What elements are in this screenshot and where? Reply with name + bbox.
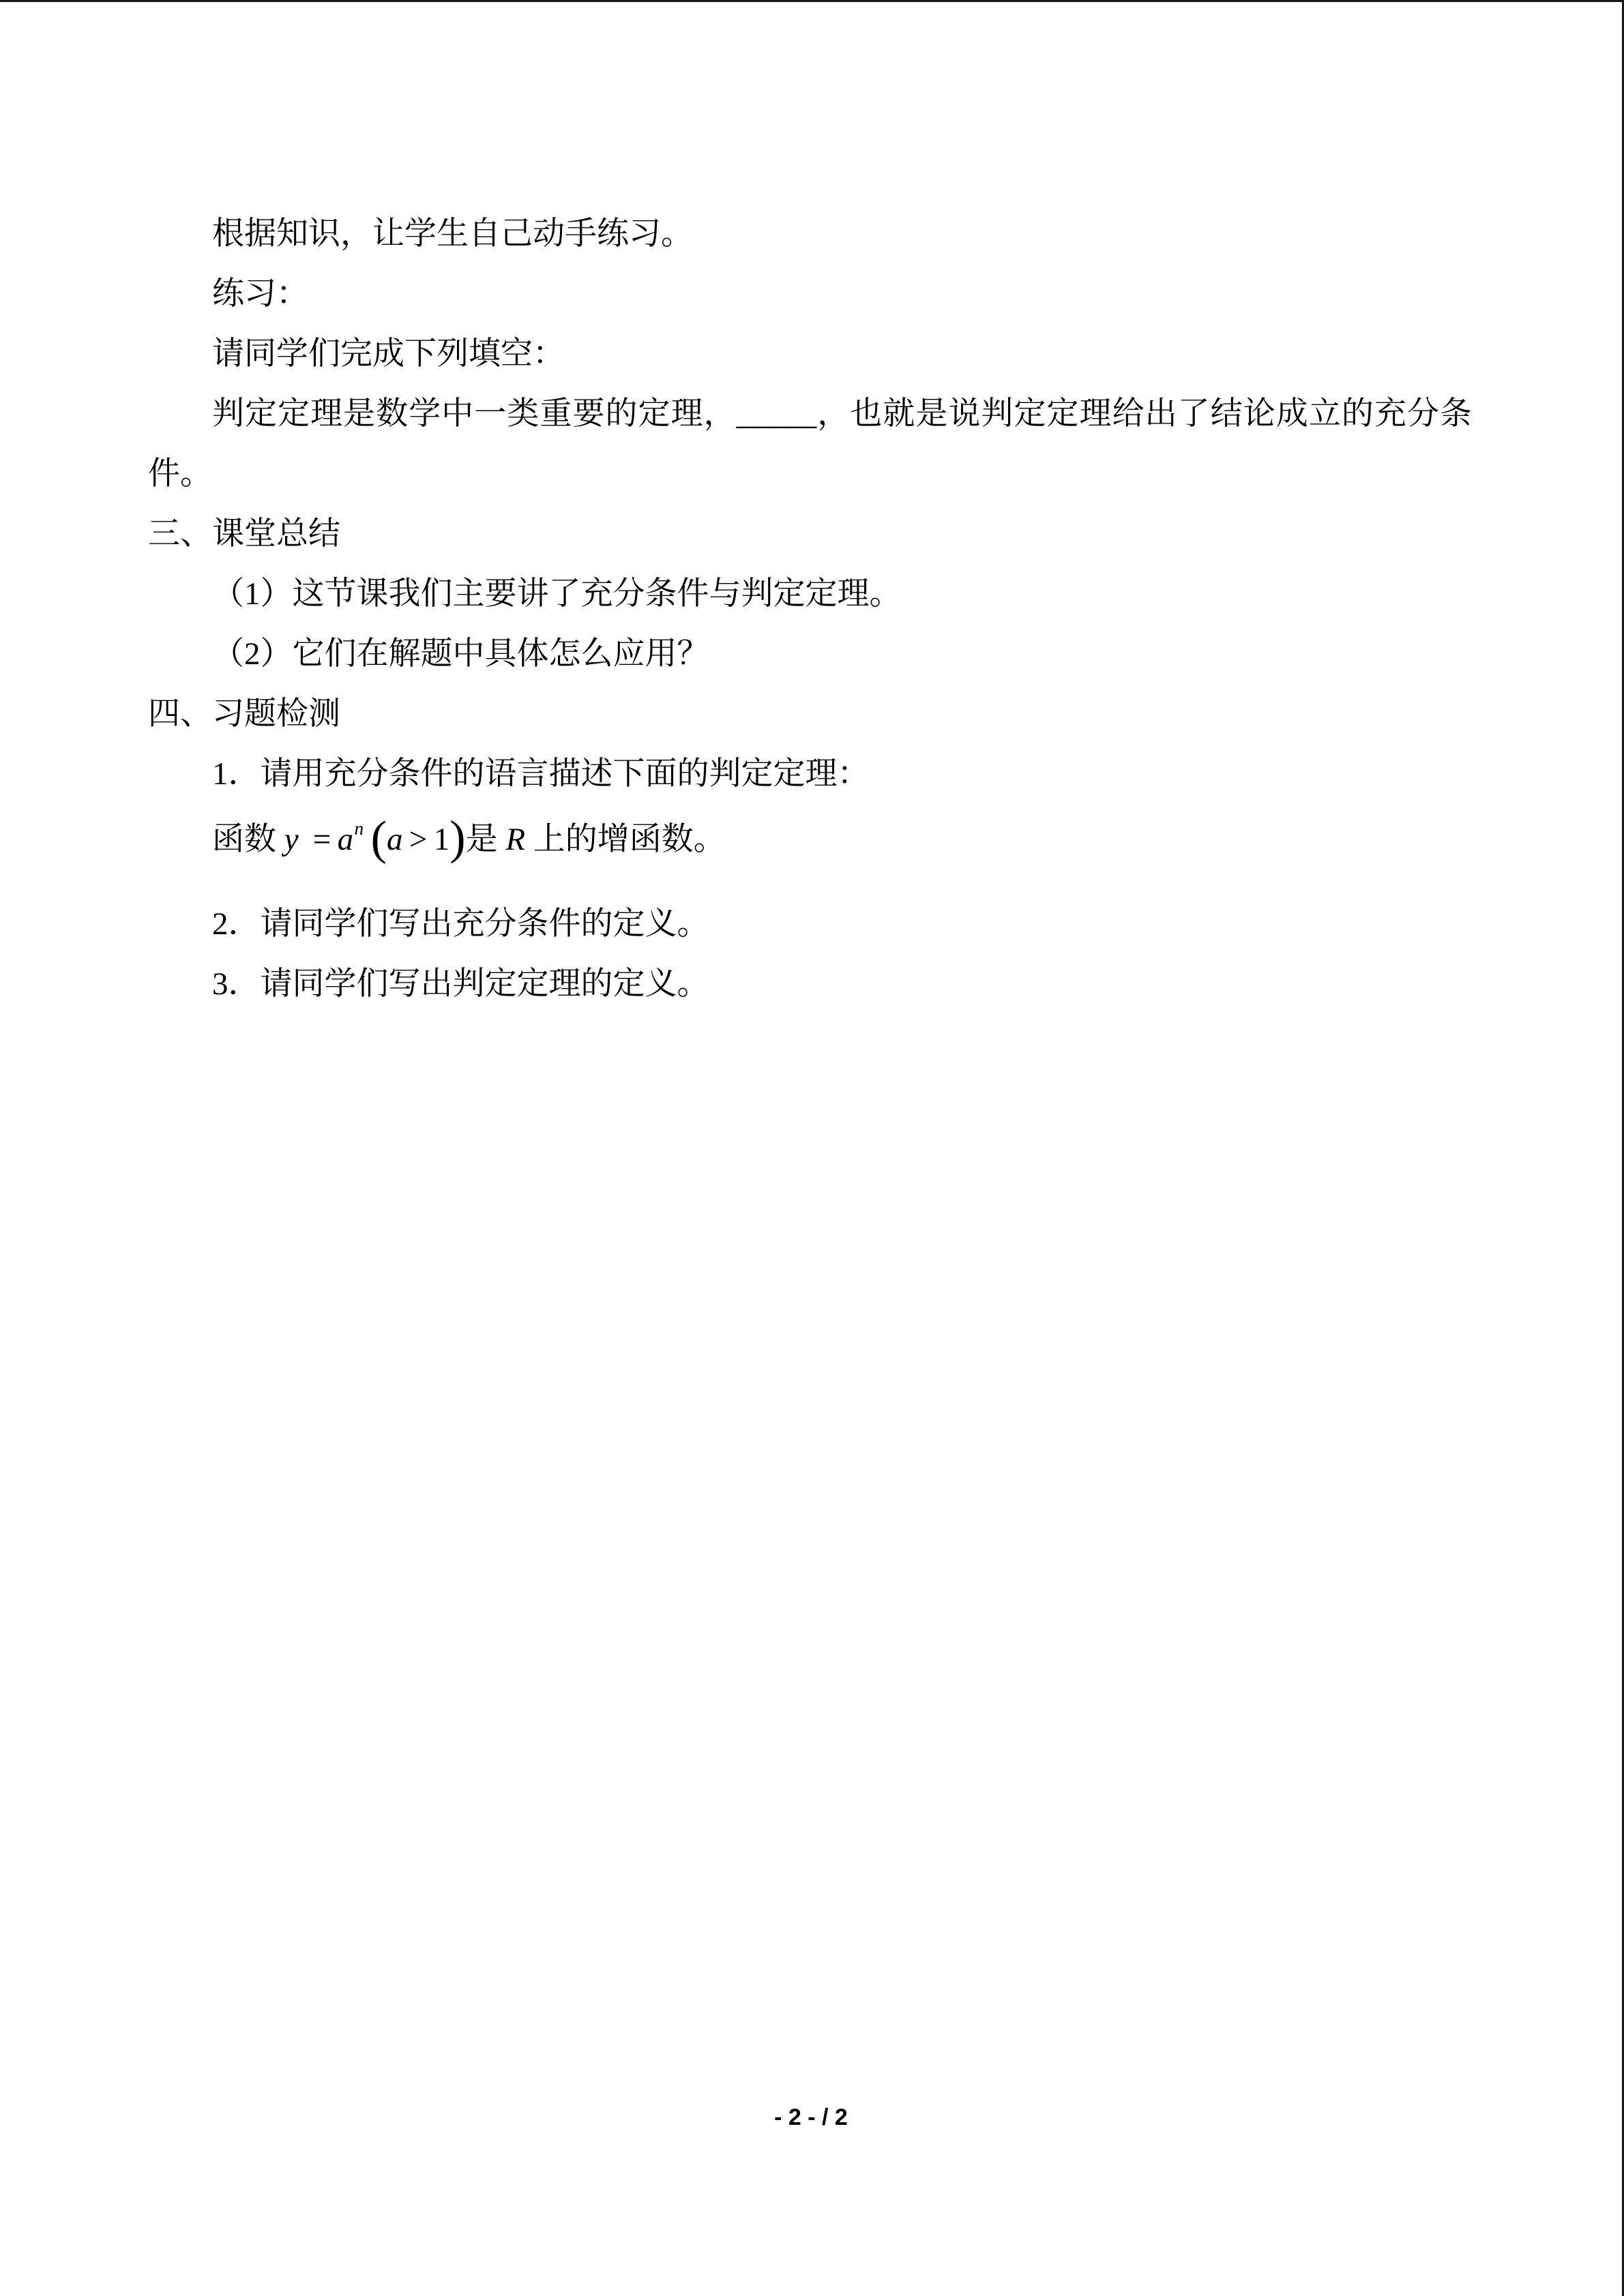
page-number: - 2 - / 2 (774, 2104, 848, 2130)
fill-blank-question (148, 384, 1472, 504)
statement-middle: 是 (465, 822, 498, 857)
document-body (148, 204, 1472, 1014)
formula-condition-value: 1 (433, 822, 450, 857)
practice-label: 练习： (212, 276, 308, 312)
exercises-heading: 四、习题检测 (148, 696, 340, 732)
formula-close-paren: ) (449, 811, 466, 865)
practice-intro: 根据知识，让学生自己动手练习。 (212, 216, 693, 252)
summary-heading: 三、课堂总结 (148, 516, 340, 552)
statement-suffix: 上的增函数。 (533, 822, 726, 857)
practice-instruction: 请同学们完成下列填空： (212, 336, 565, 372)
exercise-question-1: 1．请用充分条件的语言描述下面的判定定理： (212, 756, 870, 792)
formula-exponent: n (354, 818, 364, 839)
statement-prefix: 函数 (212, 822, 276, 857)
fill-blank-text-before: 判定定理是数学中一类重要的定理， (212, 396, 737, 432)
formula-open-paren: ( (370, 811, 387, 865)
fill-blank-text-after: ，也就是说判定定理给出了结论成立的充分条件。 (148, 396, 1473, 492)
formula-y: y (284, 822, 299, 857)
exercise-question-2: 2．请同学们写出充分条件的定义。 (212, 906, 709, 942)
formula-equals: = (312, 822, 331, 857)
formula-set-r: R (505, 822, 526, 857)
formula-condition-variable: a (386, 822, 403, 857)
summary-item: （2）它们在解题中具体怎么应用？ (212, 636, 709, 672)
formula-greater-than: > (409, 822, 428, 857)
summary-item: （1）这节课我们主要讲了充分条件与判定定理。 (212, 576, 902, 612)
fill-blank-underline: _____ (736, 396, 817, 432)
theorem-statement (148, 804, 1472, 869)
formula-base: a (337, 822, 354, 857)
exercise-question-3: 3．请同学们写出判定定理的定义。 (212, 966, 709, 1002)
